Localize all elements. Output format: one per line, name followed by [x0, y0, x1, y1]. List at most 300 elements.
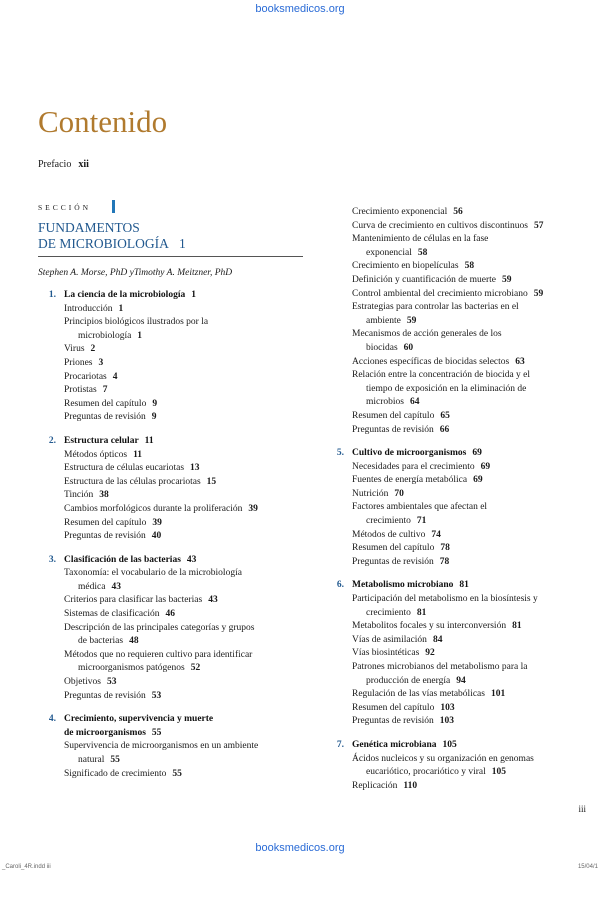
- toc-entry-page: 69: [473, 475, 483, 486]
- toc-entry-title: Métodos que no requieren cultivo para identificar: [64, 649, 253, 660]
- toc-entry[interactable]: [326, 233, 590, 260]
- toc-entry-title: Curva de crecimiento en cultivos discontinuos: [352, 220, 528, 231]
- toc-entry-line: [64, 754, 304, 768]
- chapter-heading[interactable]: [38, 713, 306, 740]
- toc-entry-title: Estructura de células eucariotas: [64, 463, 185, 474]
- toc-chapter: [326, 739, 590, 793]
- toc-entry-line: [352, 410, 588, 424]
- toc-entry-line: [64, 411, 304, 425]
- toc-entry[interactable]: [326, 715, 590, 729]
- toc-entry[interactable]: [326, 593, 590, 620]
- toc-entry-title: Priones: [64, 357, 93, 368]
- toc-entry-title: Resumen del capítulo: [352, 410, 435, 421]
- toc-entry-title: tiempo de exposición en la eliminación de: [366, 383, 527, 394]
- toc-entry-page: 63: [515, 356, 525, 367]
- toc-entry-page: 103: [439, 716, 455, 727]
- toc-entry-line: [64, 303, 304, 317]
- toc-entry[interactable]: [38, 567, 306, 594]
- toc-entry-line: [352, 593, 588, 607]
- toc-entry-line: [352, 396, 588, 410]
- chapter-heading[interactable]: [326, 579, 590, 593]
- toc-entry-page: 11: [133, 449, 143, 460]
- toc-entry-title: crecimiento: [366, 607, 411, 618]
- toc-entry-page: 60: [403, 342, 414, 353]
- toc-entry-page: 4: [112, 371, 118, 382]
- chapter-title: de microorganismos: [64, 727, 146, 738]
- toc-entry-line: [352, 301, 588, 315]
- toc-entry-line: [352, 315, 588, 329]
- toc-entry-title: médica: [78, 581, 106, 592]
- toc-entry-page: 7: [102, 385, 108, 396]
- toc-entry[interactable]: [326, 410, 590, 424]
- toc-entry[interactable]: [38, 608, 306, 622]
- toc-entry-page: 59: [502, 274, 512, 285]
- toc-entry-line: [352, 461, 588, 475]
- toc-chapter-continued: [326, 206, 590, 437]
- toc-entry-page: 81: [416, 607, 427, 618]
- chapter-title-line: [352, 579, 590, 593]
- chapter-title-block: [64, 435, 306, 449]
- toc-entry-title: Protistas: [64, 385, 97, 396]
- toc-chapter: [326, 447, 590, 569]
- toc-entry-title: Mecanismos de acción generales de los: [352, 329, 502, 340]
- toc-entry-page: 48: [129, 636, 139, 647]
- watermark-top: booksmedicos.org: [255, 3, 345, 15]
- toc-entry-line: [64, 357, 304, 371]
- toc-entry-title: Métodos de cultivo: [352, 529, 426, 540]
- toc-entry-page: 103: [440, 702, 455, 713]
- toc-entry-title: Cambios morfológicos durante la proliferación: [64, 503, 243, 514]
- toc-entry-title: Principios biológicos ilustrados por la: [64, 317, 209, 328]
- toc-entry-page: 46: [165, 609, 175, 620]
- chapter-page: 105: [442, 739, 457, 750]
- toc-chapter: [38, 713, 306, 781]
- toc-entry-title: Control ambiental del crecimiento microbiano: [352, 288, 528, 299]
- toc-entry-page: 66: [439, 424, 450, 435]
- toc-entry[interactable]: [38, 476, 306, 490]
- toc-entry-line: [352, 766, 588, 780]
- toc-entry-title: Resumen del capítulo: [352, 702, 435, 713]
- toc-entry-page: 43: [208, 595, 218, 606]
- toc-entry-line: [64, 676, 304, 690]
- toc-entry-page: 39: [248, 503, 258, 514]
- toc-entry[interactable]: [326, 753, 590, 780]
- toc-entry-line: [352, 607, 588, 621]
- toc-entry-title: Introducción: [64, 303, 113, 314]
- toc-entry-title: Nutrición: [352, 488, 389, 499]
- toc-entry-page: 105: [491, 767, 507, 778]
- toc-entry[interactable]: [38, 316, 306, 343]
- print-slug-date: 15/04/1: [577, 864, 598, 870]
- toc-entry-page: 110: [403, 780, 418, 791]
- toc-chapter: [326, 579, 590, 729]
- section-title-line2: DE MICROBIOLOGÍA: [38, 236, 169, 251]
- toc-entry-page: 59: [533, 288, 544, 299]
- toc-entry-title: Objetivos: [64, 677, 101, 688]
- toc-entry-line: [64, 740, 304, 754]
- toc-entry-title: crecimiento: [366, 516, 411, 527]
- chapter-number: 2.: [48, 435, 56, 446]
- toc-entry[interactable]: [38, 357, 306, 371]
- preface-entry[interactable]: [38, 159, 89, 170]
- toc-entry-title: Patrones microbianos del metabolismo para la: [352, 662, 528, 672]
- page-number: iii: [578, 804, 586, 814]
- toc-entry-title: Virus: [64, 344, 85, 355]
- toc-entry[interactable]: [38, 462, 306, 476]
- toc-entry-page: 57: [533, 220, 544, 231]
- toc-entry-title: Ácidos nucleicos y su organización en genomas: [352, 753, 534, 764]
- toc-entry[interactable]: [326, 780, 590, 794]
- toc-entry-title: Vías biosintéticas: [352, 648, 420, 659]
- section-marker-bar: [112, 200, 115, 213]
- chapter-heading[interactable]: [38, 554, 306, 568]
- toc-entry-line: [64, 330, 304, 344]
- toc-entry-line: [64, 567, 304, 581]
- toc-entry-line: [64, 398, 304, 412]
- chapter-title-block: [64, 289, 306, 303]
- toc-entry-line: [352, 688, 588, 702]
- toc-entry-line: [352, 233, 588, 247]
- toc-entry[interactable]: [326, 501, 590, 528]
- chapter-title-block: [64, 713, 306, 740]
- toc-entry-line: [64, 489, 304, 503]
- toc-entry-title: Preguntas de revisión: [64, 412, 146, 423]
- section-page: 1: [179, 236, 186, 251]
- toc-right-column: [326, 206, 590, 803]
- toc-entry[interactable]: [38, 371, 306, 385]
- toc-entry[interactable]: [326, 488, 590, 502]
- toc-entry-title: Preguntas de revisión: [352, 716, 434, 727]
- toc-entry-line: [352, 342, 588, 356]
- toc-entry-page: 13: [190, 463, 200, 474]
- chapter-title: La ciencia de la microbiología: [64, 290, 186, 300]
- toc-entry-title: Resumen del capítulo: [352, 543, 435, 554]
- toc-entry[interactable]: [38, 676, 306, 690]
- toc-entry-line: [352, 620, 588, 634]
- toc-entry[interactable]: [38, 449, 306, 463]
- toc-entry-line: [64, 343, 304, 357]
- chapter-title-block: [352, 739, 590, 753]
- toc-entry-title: Tinción: [64, 490, 94, 501]
- toc-entry-line: [64, 649, 304, 663]
- toc-entry-title: microorganismos patógenos: [78, 663, 185, 674]
- chapter-page: 81: [459, 580, 469, 591]
- toc-entry[interactable]: [326, 556, 590, 570]
- toc-entry-line: [64, 449, 304, 463]
- chapter-title: Estructura celular: [64, 435, 139, 446]
- chapter-number: 6.: [336, 580, 344, 591]
- chapter-heading[interactable]: [326, 447, 590, 461]
- chapter-title: Metabolismo microbiano: [352, 580, 454, 591]
- toc-entry-title: biocidas: [366, 342, 398, 353]
- toc-entry-line: [64, 371, 304, 385]
- toc-entry-page: 101: [490, 689, 506, 700]
- toc-entry-title: de bacterias: [78, 636, 124, 647]
- chapter-title-line: [64, 289, 306, 303]
- toc-entry[interactable]: [326, 661, 590, 688]
- section-title[interactable]: [38, 220, 186, 252]
- toc-entry-line: [352, 328, 588, 342]
- toc-chapter: [38, 435, 306, 544]
- toc-entry[interactable]: [38, 303, 306, 317]
- toc-entry-line: [352, 206, 588, 220]
- toc-entry-title: Relación entre la concentración de biocida y el: [352, 370, 531, 381]
- toc-entry[interactable]: [326, 274, 590, 288]
- toc-entry-page: 15: [206, 476, 217, 487]
- chapter-title-block: [352, 447, 590, 461]
- toc-entry-line: [64, 594, 304, 608]
- toc-entry[interactable]: [326, 688, 590, 702]
- chapter-heading[interactable]: [326, 739, 590, 753]
- toc-entry-title: Procariotas: [64, 371, 107, 382]
- toc-entry-page: 69: [480, 461, 491, 472]
- toc-entry-line: [64, 622, 304, 636]
- toc-entry-title: Crecimiento exponencial: [352, 207, 448, 217]
- toc-entry-page: 43: [111, 581, 121, 592]
- toc-entry-page: 55: [110, 755, 120, 765]
- toc-entry-page: 78: [439, 556, 450, 567]
- toc-entry-title: Taxonomía: el vocabulario de la microbiología: [64, 568, 242, 579]
- toc-entry-line: [64, 635, 304, 649]
- toc-entry-line: [64, 690, 304, 704]
- toc-entry-line: [352, 529, 588, 543]
- toc-entry-title: Preguntas de revisión: [64, 690, 146, 701]
- preface-page: xii: [78, 159, 89, 170]
- toc-entry-line: [352, 702, 588, 716]
- toc-entry-title: Vías de asimilación: [352, 634, 427, 645]
- chapter-title: Genética microbiana: [352, 739, 437, 750]
- chapter-title: Cultivo de microorganismos: [352, 448, 467, 459]
- toc-entry-title: Criterios para clasificar las bacterias: [64, 595, 203, 606]
- toc-entry-line: [352, 220, 588, 234]
- chapter-page: 55: [151, 727, 162, 738]
- toc-entry[interactable]: [38, 343, 306, 357]
- toc-entry-title: Crecimiento en biopelículas: [352, 261, 459, 272]
- chapter-title-block: [64, 554, 306, 568]
- toc-entry-line: [352, 556, 588, 570]
- chapter-number: 4.: [48, 714, 56, 725]
- toc-entry[interactable]: [326, 474, 590, 488]
- toc-entry[interactable]: [326, 369, 590, 410]
- toc-entry[interactable]: [326, 356, 590, 370]
- toc-entry[interactable]: [326, 220, 590, 234]
- toc-entry[interactable]: [38, 517, 306, 531]
- section-authors: Stephen A. Morse, PhD yTimothy A. Meitzner, PhD: [38, 268, 233, 278]
- toc-entry-page: 59: [406, 315, 417, 326]
- toc-entry-title: Estrategias para controlar las bacterias en el: [352, 302, 519, 313]
- toc-entry[interactable]: [38, 740, 306, 767]
- toc-entry-page: 94: [456, 675, 466, 686]
- toc-entry-line: [64, 476, 304, 490]
- toc-entry[interactable]: [326, 260, 590, 274]
- toc-entry-line: [352, 274, 588, 288]
- toc-entry-page: 55: [172, 768, 182, 779]
- toc-entry-title: Preguntas de revisión: [64, 531, 146, 542]
- toc-entry[interactable]: [326, 461, 590, 475]
- chapter-heading[interactable]: [38, 435, 306, 449]
- toc-entry-line: [64, 462, 304, 476]
- toc-entry-title: Definición y cuantificación de muerte: [352, 274, 497, 285]
- chapter-number: 3.: [48, 554, 56, 565]
- toc-entry-page: 71: [416, 516, 427, 527]
- toc-entry-title: eucariótico, procariótico y viral: [366, 767, 486, 778]
- chapter-page: 69: [472, 448, 482, 459]
- chapter-page: 1: [191, 290, 196, 300]
- chapter-number: 5.: [336, 448, 344, 459]
- toc-entry-title: Acciones específicas de biocidas selectos: [352, 356, 510, 367]
- toc-entry-line: [64, 517, 304, 531]
- toc-entry-page: 84: [432, 634, 443, 645]
- toc-entry[interactable]: [326, 620, 590, 634]
- toc-entry-line: [352, 515, 588, 529]
- toc-entry-line: [352, 474, 588, 488]
- toc-entry-page: 9: [152, 398, 158, 409]
- toc-entry-page: 70: [394, 488, 404, 499]
- toc-entry-page: 81: [512, 621, 522, 632]
- toc-entry-title: producción de energía: [366, 675, 451, 686]
- toc-entry-title: Metabolitos focales y su interconversión: [352, 621, 507, 632]
- toc-entry[interactable]: [326, 702, 590, 716]
- toc-entry-line: [352, 542, 588, 556]
- toc-entry[interactable]: [326, 542, 590, 556]
- toc-entry-line: [64, 530, 304, 544]
- chapter-title-line: [64, 554, 306, 568]
- toc-entry[interactable]: [38, 503, 306, 517]
- toc-entry-line: [64, 384, 304, 398]
- toc-entry[interactable]: [38, 622, 306, 649]
- page-title: Contenido: [38, 104, 168, 139]
- toc-entry-page: 65: [440, 410, 450, 421]
- toc-entry-page: 78: [440, 543, 450, 554]
- toc-entry[interactable]: [326, 529, 590, 543]
- toc-entry-title: Estructura de las células procariotas: [64, 476, 201, 487]
- toc-entry-title: Descripción de las principales categorías y grupos: [64, 622, 255, 633]
- toc-entry[interactable]: [38, 690, 306, 704]
- toc-entry-title: Mantenimiento de células en la fase: [352, 234, 489, 245]
- toc-entry-page: 53: [106, 677, 117, 688]
- chapter-title-block: [352, 579, 590, 593]
- toc-entry-page: 1: [118, 303, 124, 314]
- toc-entry-line: [352, 753, 588, 767]
- toc-entry[interactable]: [326, 301, 590, 328]
- toc-entry-page: 92: [425, 648, 435, 659]
- section-divider: [38, 256, 303, 257]
- toc-entry-page: 58: [464, 261, 475, 272]
- toc-entry-line: [352, 647, 588, 661]
- toc-entry-page: 40: [151, 531, 162, 542]
- toc-entry-line: [352, 247, 588, 261]
- toc-entry-page: 3: [98, 357, 104, 368]
- toc-entry-line: [352, 501, 588, 515]
- toc-entry-page: 53: [151, 690, 162, 701]
- toc-entry-page: 2: [90, 344, 96, 355]
- watermark-bottom: booksmedicos.org: [255, 842, 345, 854]
- toc-entry-title: Factores ambientales que afectan el: [352, 502, 488, 513]
- chapter-number: 7.: [336, 739, 344, 750]
- toc-entry-line: [352, 715, 588, 729]
- toc-entry-line: [352, 675, 588, 689]
- preface-label: Prefacio: [38, 159, 72, 170]
- toc-entry-line: [64, 768, 304, 782]
- chapter-title-line: [352, 739, 590, 753]
- toc-entry-page: 74: [431, 529, 441, 540]
- toc-entry-title: Replicación: [352, 780, 398, 791]
- toc-entry[interactable]: [38, 411, 306, 425]
- toc-entry[interactable]: [38, 530, 306, 544]
- section-label: SECCIÓN: [38, 203, 92, 212]
- toc-entry-line: [352, 260, 588, 274]
- toc-entry-page: 52: [190, 663, 201, 674]
- toc-entry-title: ambiente: [366, 315, 401, 326]
- chapter-heading[interactable]: [38, 289, 306, 303]
- toc-entry-line: [352, 369, 588, 383]
- toc-entry[interactable]: [326, 634, 590, 648]
- chapter-title: Clasificación de las bacterias: [64, 554, 181, 565]
- chapter-page: 11: [144, 435, 154, 446]
- section-title-line1: FUNDAMENTOS: [38, 220, 140, 235]
- toc-left-column: [38, 289, 306, 791]
- toc-entry-page: 1: [137, 330, 143, 341]
- toc-entry-title: Supervivencia de microorganismos en un ambiente: [64, 741, 259, 752]
- toc-entry-line: [352, 288, 588, 302]
- toc-entry-line: [352, 661, 588, 675]
- toc-entry[interactable]: [326, 647, 590, 661]
- chapter-title: Crecimiento, supervivencia y muerte: [64, 714, 214, 725]
- chapter-page: 43: [186, 554, 197, 565]
- toc-entry[interactable]: [326, 206, 590, 220]
- toc-entry-title: Regulación de las vías metabólicas: [352, 689, 485, 700]
- toc-entry-title: Significado de crecimiento: [64, 768, 167, 779]
- chapter-title-line: [64, 727, 306, 741]
- chapter-title-line: [64, 435, 306, 449]
- toc-entry[interactable]: [326, 328, 590, 355]
- toc-entry-page: 39: [152, 517, 162, 528]
- toc-entry-title: Preguntas de revisión: [352, 424, 434, 435]
- toc-entry-line: [64, 608, 304, 622]
- toc-entry-title: microbios: [366, 397, 404, 408]
- toc-chapter: [38, 289, 306, 425]
- toc-entry-page: 58: [417, 247, 428, 258]
- toc-entry-title: Necesidades para el crecimiento: [352, 461, 475, 472]
- toc-entry-title: microbiología: [78, 330, 132, 341]
- toc-entry-line: [352, 780, 588, 794]
- toc-entry-title: Resumen del capítulo: [64, 398, 147, 409]
- toc-entry-line: [352, 383, 588, 397]
- toc-entry-line: [64, 662, 304, 676]
- print-slug-file: _Caroli_4R.indd iii: [2, 864, 51, 870]
- toc-entry-line: [352, 634, 588, 648]
- toc-entry[interactable]: [326, 424, 590, 438]
- toc-entry[interactable]: [38, 384, 306, 398]
- chapter-number: 1.: [48, 290, 56, 300]
- toc-entry[interactable]: [38, 649, 306, 676]
- toc-entry-title: exponencial: [366, 247, 412, 258]
- toc-entry-page: 64: [410, 397, 420, 408]
- toc-entry-title: Sistemas de clasificación: [64, 609, 160, 620]
- toc-entry-title: Métodos ópticos: [64, 449, 128, 460]
- toc-entry[interactable]: [38, 768, 306, 782]
- toc-entry-title: Fuentes de energía metabólica: [352, 475, 468, 486]
- toc-entry-line: [352, 424, 588, 438]
- toc-entry-page: 56: [453, 207, 463, 217]
- toc-entry[interactable]: [38, 489, 306, 503]
- toc-entry-title: Participación del metabolismo en la biosíntesis y: [352, 594, 538, 605]
- toc-entry-line: [64, 503, 304, 517]
- toc-entry[interactable]: [38, 594, 306, 608]
- toc-entry-line: [352, 488, 588, 502]
- toc-entry[interactable]: [326, 288, 590, 302]
- toc-entry[interactable]: [38, 398, 306, 412]
